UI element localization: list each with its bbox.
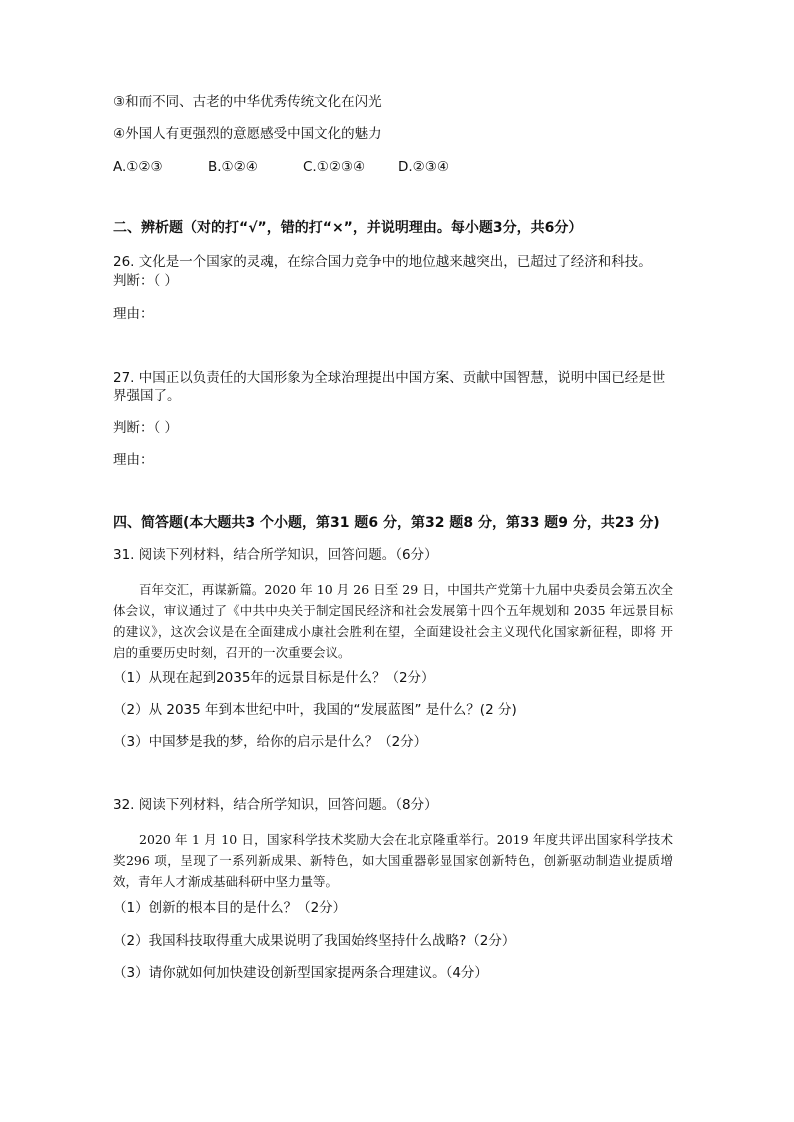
q32-sub-2: （2）我国科技取得重大成果说明了我国始终坚持什么战略?（2分） bbox=[113, 933, 516, 949]
q25-item-3: ③和而不同、古老的中华优秀传统文化在闪光 bbox=[113, 94, 382, 110]
section-2-heading: 二、辨析题（对的打“√”，错的打“×”，并说明理由。每小题3分，共6分） bbox=[113, 220, 583, 236]
q26-text: 26. 文化是一个国家的灵魂，在综合国力竞争中的地位越来越突出，已超过了经济和科技。 bbox=[113, 254, 652, 270]
q31-material: 百年交汇，再谋新篇。2020 年 10 月 26 日至 29 日，中国共产党第十九届中央委员会第五次全体会议，审议通过了《中共中央关于制定国民经济和社会发展第十四个五年规划和 2035 年远景目标 的建议》，这次会议是在全面建成小康社会胜利在望，全面建设社会主义现代化国家新征程，即将 开启的重要历史时刻，召开的一次重要会议。 bbox=[113, 582, 673, 660]
q31-sub-1: （1）从现在起到2035年的远景目标是什么？（2分） bbox=[113, 670, 435, 686]
q25-options bbox=[113, 158, 449, 176]
q26-reason: 理由： bbox=[113, 306, 154, 322]
option-d: D.②③④ bbox=[398, 159, 449, 175]
q27-judge: 判断：（ ） bbox=[113, 420, 179, 436]
q27-reason: 理由： bbox=[113, 452, 154, 468]
q31-sub-2: （2）从 2035 年到本世纪中叶，我国的“发展蓝图” 是什么？(2 分) bbox=[113, 702, 517, 718]
option-a: A.①②③ bbox=[113, 159, 163, 175]
q32-material: 2020 年 1 月 10 日，国家科学技术奖励大会在北京隆重举行。2019 年度共评出国家科学技术奖296 项，呈现了一系列新成果、新特色，如大国重器彰显国家创新特色，创新驱动制造业提质增效，青年人才渐成基础科研中坚力量等。 bbox=[113, 832, 673, 889]
q25-item-4: ④外国人有更强烈的意愿感受中国文化的魅力 bbox=[113, 126, 382, 142]
option-c: C.①②③④ bbox=[303, 159, 366, 175]
q32-sub-3: （3）请你就如何加快建设创新型国家提两条合理建议。（4分） bbox=[113, 965, 488, 981]
q27-text: 27. 中国正以负责任的大国形象为全球治理提出中国方案、贡献中国智慧，说明中国已经是世 界强国了。 bbox=[113, 370, 666, 404]
q31-prompt: 31. 阅读下列材料，结合所学知识，回答问题。（6分） bbox=[113, 547, 438, 563]
q32-prompt: 32. 阅读下列材料，结合所学知识，回答问题。（8分） bbox=[113, 797, 438, 813]
option-b: B.①②④ bbox=[208, 159, 258, 175]
q31-sub-3: （3）中国梦是我的梦，给你的启示是什么？（2分） bbox=[113, 734, 428, 750]
section-4-heading: 四、简答题(本大题共3 个小题，第31 题6 分，第32 题8 分，第33 题9 分，共23 分) bbox=[113, 515, 660, 531]
q32-sub-1: （1）创新的根本目的是什么？（2分） bbox=[113, 900, 347, 916]
q26-judge: 判断：（ ） bbox=[113, 273, 179, 289]
